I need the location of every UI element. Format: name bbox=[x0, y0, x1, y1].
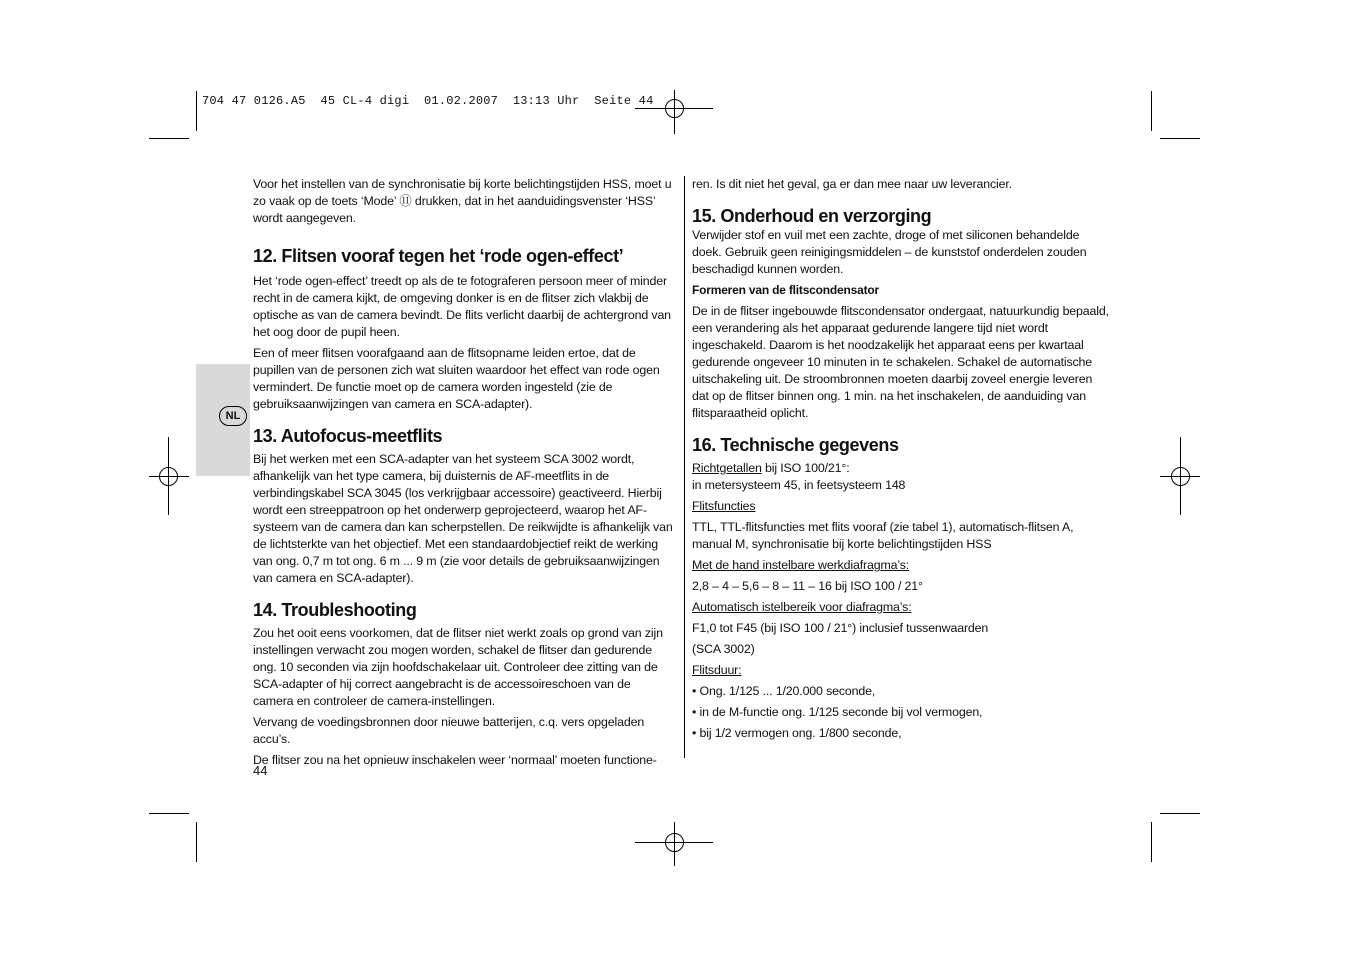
list-item: • bij 1/2 vermogen ong. 1/800 seconde, bbox=[692, 726, 902, 740]
spec-label: Automatisch istelbereik voor diafragma’s: bbox=[692, 600, 912, 614]
crop-mark bbox=[1160, 813, 1200, 814]
column-divider bbox=[684, 176, 685, 758]
section-14-paragraph: Vervang de voedingsbronnen door nieuwe batterijen, c.q. vers opgeladen accu’s. bbox=[253, 715, 645, 746]
crop-mark bbox=[1151, 822, 1152, 862]
spec-guide-numbers bbox=[692, 460, 1112, 477]
registration-mark bbox=[149, 437, 189, 515]
spec-value: in metersysteem 45, in feetsysteem 148 bbox=[692, 478, 906, 492]
right-column bbox=[692, 176, 1112, 742]
list-item: • in de M-functie ong. 1/125 seconde bij vol vermogen, bbox=[692, 705, 983, 719]
language-badge: NL bbox=[219, 406, 247, 426]
section-16-heading: 16. Technische gegevens bbox=[692, 435, 899, 455]
spec-label: Flitsduur: bbox=[692, 663, 742, 677]
section-14-paragraph: Zou het ooit eens voorkomen, dat de flitser niet werkt zoals op grond van zijn instellingen verwacht zou mogen worden, schakel de flitser dan gedurende ong. 10 seconden via zijn hoofdschakelaar uit. Controleer dee zitting van de SCA-adapter of hij correct aangebracht is de accessoireschoen van de camera en controleer de camera-instellingen. bbox=[253, 626, 663, 708]
crop-mark bbox=[149, 138, 189, 139]
page-number: 44 bbox=[253, 763, 268, 778]
section-15-paragraph: De in de flitser ingebouwde flitscondensator ondergaat, natuurkundig bepaald, een verandering als het apparaat gedurende langere tijd niet wordt ingeschakeld. Daarom is het noodzakelijk het apparaat eens per kwartaal gedurende ongeveer 10 minuten in te schakelen. Schakel de automatische uitschakeling uit. De stroombronnen moeten daarbij zoveel energie leveren dat op de flitser binnen ong. 1 min. na het inschakelen, de aanduiding van flitsparaatheid oplicht. bbox=[692, 304, 1109, 420]
intro-paragraph: Voor het instellen van de synchronisatie bij korte belichtingstijden HSS, moet u zo vaak op de toets ‘Mode’ ⑪ drukken, dat in het aanduidingsvenster ‘HSS’ wordt aangegeven. bbox=[253, 177, 672, 225]
spec-label: Met de hand instelbare werkdiafragma’s: bbox=[692, 558, 910, 572]
section-13-heading: 13. Autofocus-meetflits bbox=[253, 426, 443, 446]
spec-label: Flitsfuncties bbox=[692, 499, 756, 513]
print-header: 704 47 0126.A5 45 CL-4 digi 01.02.2007 13:13 Uhr Seite 44 bbox=[202, 94, 654, 108]
section-12-heading: 12. Flitsen vooraf tegen het ‘rode ogen-effect’ bbox=[253, 246, 624, 266]
crop-mark bbox=[1160, 138, 1200, 139]
section-15-paragraph: Verwijder stof en vuil met een zachte, droge of met siliconen behandelde doek. Gebruik geen reinigingsmiddelen – de kunststof onderdelen zouden beschadigd kunnen worden. bbox=[692, 228, 1087, 276]
spec-value: bij ISO 100/21°: bbox=[761, 461, 850, 475]
left-column bbox=[253, 176, 673, 769]
registration-mark bbox=[635, 822, 713, 866]
crop-mark bbox=[149, 813, 189, 814]
section-13-paragraph: Bij het werken met een SCA-adapter van het systeem SCA 3002 wordt, afhankelijk van het type camera, bij duisternis de AF-meetflits in de verbindingskabel SCA 3045 (los verkrijgbaar accessoire) geactiveerd. Hierbij wordt een streeppatroon op het onderwerp geprojecteerd, waarop het AF-systeem van de camera dan kan scherpstellen. De reikwijdte is afhankelijk van de lichtsterkte van het objectief. Met een standaardobjectief reikt de werking van ong. 0,7 m tot ong. 6 m ... 9 m (zie voor details de gebruiksaanwijzingen van camera en SCA-adapter). bbox=[253, 452, 673, 585]
spec-value: (SCA 3002) bbox=[692, 642, 755, 656]
continued-paragraph: ren. Is dit niet het geval, ga er dan mee naar uw leverancier. bbox=[692, 177, 1012, 191]
crop-mark bbox=[1151, 91, 1152, 131]
section-15-heading: 15. Onderhoud en verzorging bbox=[692, 206, 932, 226]
section-12-paragraph: Het ‘rode ogen-effect’ treedt op als de te fotograferen persoon meer of minder recht in de camera kijkt, de omgeving donker is en de flitser zich vlakbij de optische as van de camera bevindt. De flits verlicht daarbij de achtergrond van het oog door de pupil heen. bbox=[253, 274, 671, 339]
spec-value: 2,8 – 4 – 5,6 – 8 – 11 – 16 bij ISO 100 / 21° bbox=[692, 579, 923, 593]
registration-mark bbox=[1160, 437, 1200, 515]
section-15-subheading: Formeren van de flitscondensator bbox=[692, 283, 879, 297]
spec-value: TTL, TTL-flitsfuncties met flits vooraf (zie tabel 1), automatisch-flitsen A, manual M, synchronisatie bij korte belichtingstijden HSS bbox=[692, 520, 1074, 551]
spec-label: Richtgetallen bbox=[692, 461, 762, 475]
crop-mark bbox=[196, 91, 197, 131]
crop-mark bbox=[196, 822, 197, 862]
spec-value: F1,0 tot F45 (bij ISO 100 / 21°) inclusief tussenwaarden bbox=[692, 621, 989, 635]
section-14-heading: 14. Troubleshooting bbox=[253, 600, 417, 620]
list-item: • Ong. 1/125 ... 1/20.000 seconde, bbox=[692, 684, 876, 698]
section-14-paragraph: De flitser zou na het opnieuw inschakelen weer ‘normaal’ moeten functione- bbox=[253, 753, 657, 767]
section-12-paragraph: Een of meer flitsen voorafgaand aan de flitsopname leiden ertoe, dat de pupillen van de personen zich wat sluiten waardoor het effect van rode ogen vermindert. De functie moet op de camera worden ingesteld (zie de gebruiksaanwijzingen van camera en SCA-adapter). bbox=[253, 346, 660, 411]
